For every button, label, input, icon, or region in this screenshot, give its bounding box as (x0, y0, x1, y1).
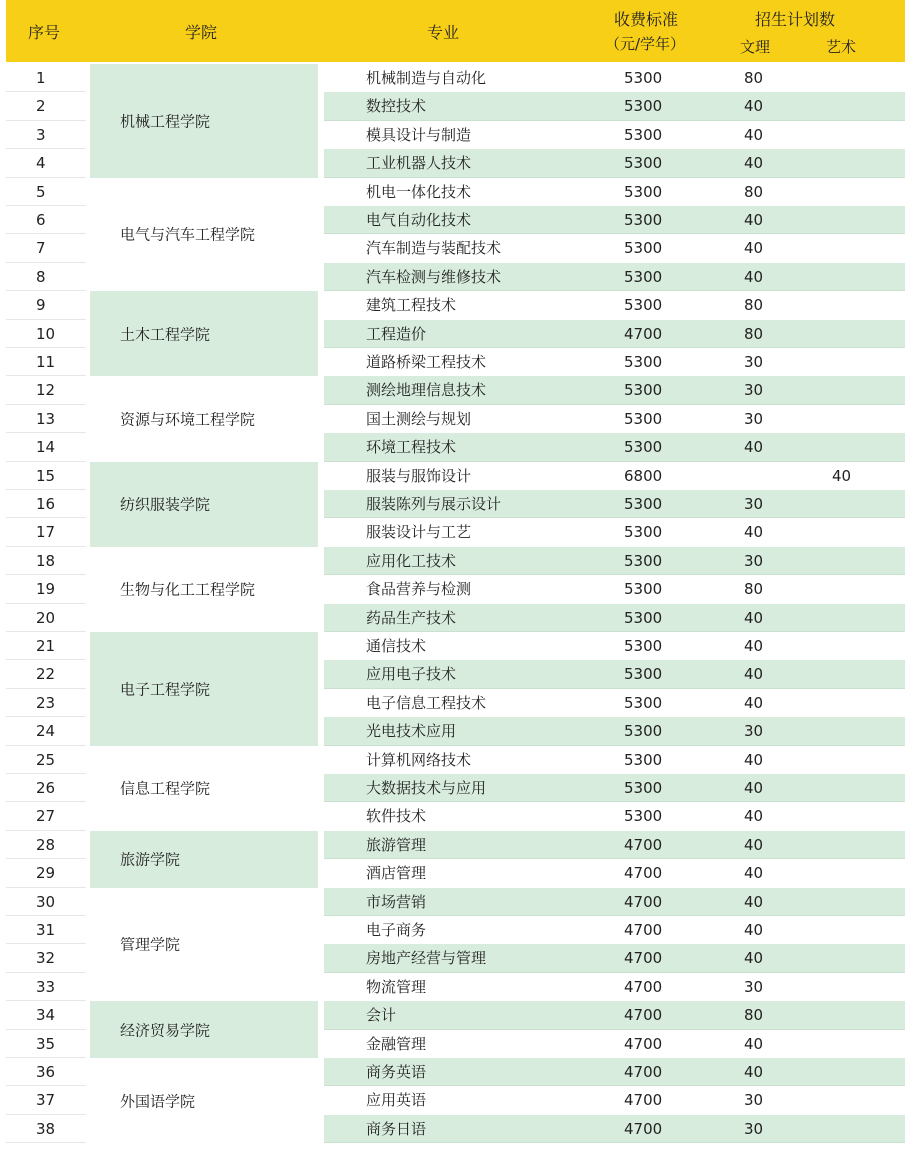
header-major: 专业 (427, 23, 460, 42)
plan-sci-count: 40 (744, 1063, 764, 1081)
plan-art-count: 40 (832, 466, 852, 485)
major-name: 工程造价 (366, 324, 427, 343)
major-name: 电子信息工程技术 (366, 693, 487, 712)
major-name: 电子商务 (366, 921, 427, 939)
college-cell (90, 64, 318, 178)
major-name: 电气自动化技术 (366, 211, 472, 229)
college-cell (90, 1001, 318, 1058)
row-number: 15 (36, 466, 56, 485)
tuition-fee: 4700 (624, 892, 663, 911)
plan-sci-count: 40 (744, 807, 764, 826)
major-name: 道路桥梁工程技术 (366, 353, 487, 371)
plan-sci-count: 40 (744, 864, 764, 883)
major-name: 服装与服饰设计 (366, 466, 472, 485)
college-cell (90, 178, 318, 292)
tuition-fee: 4700 (624, 1034, 663, 1053)
major-name: 光电技术应用 (366, 722, 457, 741)
plan-sci-count: 30 (744, 495, 764, 513)
tuition-fee: 5300 (624, 580, 663, 599)
header-fee: 收费标准 (614, 10, 679, 29)
row-number: 16 (36, 495, 56, 513)
plan-sci-count: 30 (744, 409, 764, 428)
tuition-fee: 5300 (624, 779, 663, 797)
college-name: 旅游学院 (120, 850, 181, 869)
row-number: 27 (36, 807, 56, 826)
plan-sci-count: 40 (744, 239, 764, 258)
row-number: 21 (36, 637, 56, 655)
plan-sci-count: 40 (744, 750, 764, 769)
tuition-fee: 5300 (624, 353, 663, 371)
row-number: 34 (36, 1006, 56, 1025)
tuition-fee: 4700 (624, 835, 663, 854)
row-number: 20 (36, 608, 56, 627)
row-number: 13 (36, 409, 56, 428)
college-name: 生物与化工工程学院 (120, 580, 256, 599)
row-number: 32 (36, 949, 56, 968)
enrollment-table (6, 0, 905, 1144)
header-plan: 招生计划数 (755, 10, 836, 29)
tuition-fee: 5300 (624, 239, 663, 258)
tuition-fee: 5300 (624, 608, 663, 627)
plan-sci-count: 40 (744, 523, 764, 542)
college-name: 纺织服装学院 (120, 495, 211, 514)
plan-sci-count: 40 (744, 438, 764, 457)
plan-sci-count: 80 (744, 69, 764, 87)
row-number: 12 (36, 381, 56, 400)
plan-sci-count: 40 (744, 949, 764, 968)
major-name: 会计 (366, 1006, 397, 1025)
major-name: 旅游管理 (366, 835, 427, 854)
row-number: 37 (36, 1091, 56, 1110)
plan-sci-count: 80 (744, 580, 764, 599)
tuition-fee: 4700 (624, 921, 663, 939)
row-number: 19 (36, 580, 56, 599)
college-cell (90, 632, 318, 746)
tuition-fee: 5300 (624, 69, 663, 87)
plan-sci-count: 30 (744, 551, 764, 570)
college-name: 土木工程学院 (120, 325, 211, 344)
plan-sci-count: 40 (744, 608, 764, 627)
college-name: 管理学院 (120, 935, 181, 954)
row-number: 26 (36, 779, 56, 797)
college-cell (90, 746, 318, 831)
row-number: 1 (36, 69, 46, 87)
tuition-fee: 4700 (624, 324, 663, 343)
major-name: 房地产经营与管理 (366, 949, 487, 968)
tuition-fee: 5300 (624, 750, 663, 769)
tuition-fee: 5300 (624, 97, 663, 116)
tuition-fee: 5300 (624, 125, 663, 144)
tuition-fee: 5300 (624, 722, 663, 741)
row-number: 18 (36, 551, 56, 570)
plan-sci-count: 40 (744, 154, 764, 173)
row-number: 29 (36, 864, 56, 883)
plan-sci-count: 40 (744, 1034, 764, 1053)
major-name: 建筑工程技术 (366, 296, 457, 315)
major-name: 模具设计与制造 (366, 125, 472, 144)
plan-sci-count: 40 (744, 693, 764, 712)
major-name: 药品生产技术 (366, 608, 457, 627)
row-number: 11 (36, 353, 56, 371)
row-number: 38 (36, 1119, 56, 1138)
tuition-fee: 4700 (624, 1006, 663, 1025)
row-number: 28 (36, 835, 56, 854)
tuition-fee: 5300 (624, 409, 663, 428)
row-number: 5 (36, 182, 46, 201)
major-name: 工业机器人技术 (366, 154, 472, 173)
plan-sci-count: 40 (744, 637, 764, 655)
row-number: 24 (36, 722, 56, 741)
major-name: 应用化工技术 (366, 551, 457, 570)
tuition-fee: 5300 (624, 807, 663, 826)
college-cell (90, 462, 318, 547)
plan-sci-count: 40 (744, 125, 764, 144)
row-number: 17 (36, 523, 56, 542)
table-body (6, 64, 905, 1144)
header-plan-sci: 文理 (740, 38, 771, 56)
tuition-fee: 4700 (624, 1091, 663, 1110)
row-stripe (324, 1001, 905, 1029)
tuition-fee: 5300 (624, 637, 663, 655)
major-name: 应用英语 (366, 1091, 427, 1110)
major-name: 大数据技术与应用 (366, 779, 487, 797)
major-name: 汽车制造与装配技术 (366, 239, 502, 258)
plan-sci-count: 40 (744, 921, 764, 939)
plan-sci-count: 30 (744, 381, 764, 400)
major-name: 食品营养与检测 (366, 580, 472, 599)
major-name: 金融管理 (366, 1034, 427, 1053)
row-number: 25 (36, 750, 56, 769)
major-name: 商务英语 (366, 1063, 427, 1081)
plan-sci-count: 30 (744, 1091, 764, 1110)
row-number: 10 (36, 324, 56, 343)
college-cell (90, 376, 318, 461)
row-number: 7 (36, 239, 46, 258)
tuition-fee: 4700 (624, 977, 663, 996)
major-name: 应用电子技术 (366, 665, 457, 684)
major-name: 汽车检测与维修技术 (366, 267, 502, 286)
tuition-fee: 5300 (624, 154, 663, 173)
plan-sci-count: 40 (744, 665, 764, 684)
row-number: 30 (36, 892, 56, 911)
plan-sci-count: 80 (744, 324, 764, 343)
college-cell (90, 888, 318, 1002)
tuition-fee: 4700 (624, 949, 663, 968)
header-plan-art: 艺术 (826, 38, 857, 56)
tuition-fee: 5300 (624, 438, 663, 457)
college-name: 机械工程学院 (120, 112, 211, 131)
tuition-fee: 5300 (624, 267, 663, 286)
college-cell (90, 291, 318, 376)
row-number: 2 (36, 97, 46, 116)
row-number: 22 (36, 665, 56, 684)
college-cell (90, 831, 318, 888)
major-name: 物流管理 (366, 977, 427, 996)
row-number: 9 (36, 296, 46, 315)
major-name: 软件技术 (366, 807, 427, 826)
major-name: 数控技术 (366, 97, 427, 116)
row-number: 3 (36, 125, 46, 144)
plan-sci-count: 40 (744, 779, 764, 797)
tuition-fee: 5300 (624, 495, 663, 513)
major-name: 酒店管理 (366, 864, 427, 883)
tuition-fee: 5300 (624, 693, 663, 712)
tuition-fee: 4700 (624, 1063, 663, 1081)
row-number: 14 (36, 438, 56, 457)
tuition-fee: 4700 (624, 1119, 663, 1138)
plan-sci-count: 30 (744, 1119, 764, 1138)
college-name: 电气与汽车工程学院 (120, 225, 256, 244)
plan-sci-count: 80 (744, 1006, 764, 1025)
tuition-fee: 5300 (624, 381, 663, 400)
plan-sci-count: 80 (744, 182, 764, 201)
row-number: 8 (36, 267, 46, 286)
major-name: 计算机网络技术 (366, 750, 472, 769)
row-number: 35 (36, 1034, 56, 1053)
row-number: 31 (36, 921, 56, 939)
header-college: 学院 (185, 23, 218, 42)
row-number: 33 (36, 977, 56, 996)
header-fee-unit: （元/学年） (605, 35, 686, 53)
row-number: 4 (36, 154, 46, 173)
plan-sci-count: 40 (744, 97, 764, 116)
major-name: 市场营销 (366, 892, 427, 911)
college-name: 信息工程学院 (120, 779, 211, 798)
plan-sci-count: 40 (744, 835, 764, 854)
row-number: 23 (36, 693, 56, 712)
plan-sci-count: 80 (744, 296, 764, 315)
tuition-fee: 4700 (624, 864, 663, 883)
college-cell (90, 547, 318, 632)
row-number: 6 (36, 211, 46, 229)
tuition-fee: 6800 (624, 466, 663, 485)
table-header (6, 0, 905, 62)
tuition-fee: 5300 (624, 182, 663, 201)
tuition-fee: 5300 (624, 296, 663, 315)
college-name: 电子工程学院 (120, 680, 211, 699)
tuition-fee: 5300 (624, 523, 663, 542)
college-name: 资源与环境工程学院 (120, 410, 256, 429)
major-name: 测绘地理信息技术 (366, 381, 487, 400)
major-name: 通信技术 (366, 637, 427, 655)
college-name: 外国语学院 (120, 1092, 196, 1111)
tuition-fee: 5300 (624, 211, 663, 229)
plan-sci-count: 40 (744, 211, 764, 229)
major-name: 服装陈列与展示设计 (366, 495, 502, 513)
plan-sci-count: 30 (744, 353, 764, 371)
major-name: 商务日语 (366, 1119, 427, 1138)
major-name: 环境工程技术 (366, 438, 457, 457)
plan-sci-count: 30 (744, 722, 764, 741)
college-cell (90, 1058, 318, 1143)
major-name: 服装设计与工艺 (366, 523, 472, 542)
college-name: 经济贸易学院 (120, 1021, 211, 1040)
plan-sci-count: 30 (744, 977, 764, 996)
row-number: 36 (36, 1063, 56, 1081)
plan-sci-count: 40 (744, 267, 764, 286)
plan-sci-count: 40 (744, 892, 764, 911)
major-name: 机电一体化技术 (366, 182, 472, 201)
major-name: 机械制造与自动化 (366, 69, 487, 87)
header-no: 序号 (28, 23, 61, 42)
tuition-fee: 5300 (624, 551, 663, 570)
major-name: 国土测绘与规划 (366, 409, 472, 428)
tuition-fee: 5300 (624, 665, 663, 684)
